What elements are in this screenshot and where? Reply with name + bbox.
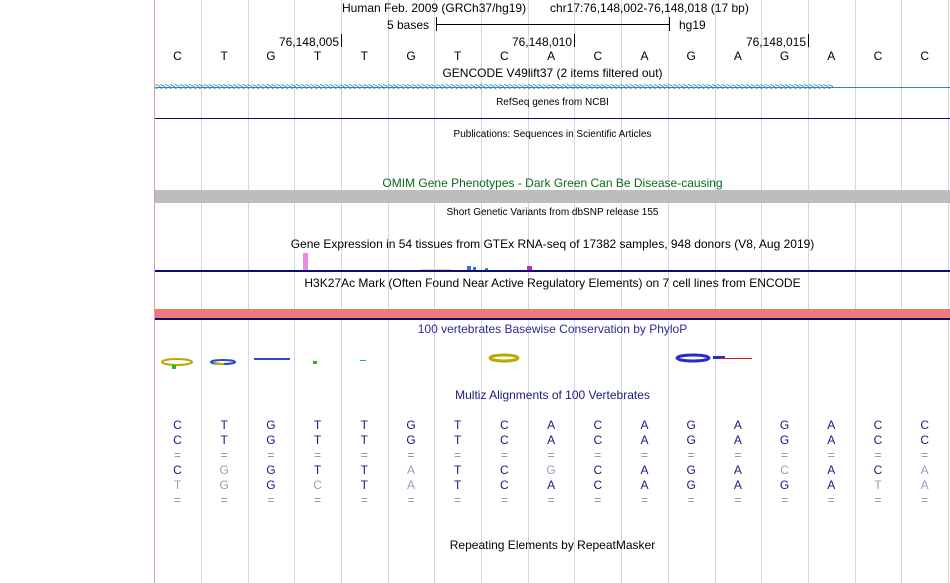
alignment-base: = xyxy=(921,493,929,507)
alignment-base: = xyxy=(547,448,555,462)
alignment-base: T xyxy=(313,433,322,447)
alignment-base: C xyxy=(920,433,930,447)
alignment-base: T xyxy=(173,478,182,492)
alignment-base: = xyxy=(173,493,181,507)
scale-text: 5 bases xyxy=(387,18,430,32)
alignment-base: = xyxy=(267,493,275,507)
ruler-tick-mark xyxy=(341,34,342,47)
alignment-base: A xyxy=(640,433,649,447)
alignment-base: = xyxy=(827,493,835,507)
alignment-base: C xyxy=(920,418,930,432)
alignment-base: = xyxy=(220,493,228,507)
alignment-base: = xyxy=(874,493,882,507)
alignment-base: C xyxy=(873,418,883,432)
gencode-title: GENCODE V49lift37 (2 items filtered out) xyxy=(442,66,663,80)
scale-bar-right xyxy=(669,17,670,31)
alignment-base: T xyxy=(874,478,882,492)
alignment-base: = xyxy=(314,493,322,507)
alignment-base: G xyxy=(686,433,696,447)
alignment-base: T xyxy=(360,478,368,492)
alignment-base: A xyxy=(640,418,649,432)
alignment-base: = xyxy=(360,448,368,462)
gencode-gene-line xyxy=(155,87,950,88)
alignment-base: G xyxy=(686,418,696,432)
reference-base: C xyxy=(920,49,930,63)
alignment-base: C xyxy=(173,418,182,432)
alignment-base: = xyxy=(781,448,789,462)
reference-base: A xyxy=(547,49,556,63)
reference-base: G xyxy=(686,49,696,63)
ruler-tick-label: 76,148,015 xyxy=(745,35,806,49)
alignment-base: A xyxy=(547,418,556,432)
alignment-base: A xyxy=(733,463,742,477)
alignment-base: T xyxy=(454,418,462,432)
alignment-base: C xyxy=(500,418,509,432)
alignment-base: = xyxy=(454,493,462,507)
omim-feature-bar[interactable] xyxy=(155,190,950,203)
alignment-base: = xyxy=(921,448,929,462)
position-text: chr17:76,148,002-76,148,018 (17 bp) xyxy=(550,1,749,15)
alignment-base: C xyxy=(173,433,182,447)
alignment-base: G xyxy=(266,433,276,447)
alignment-base: T xyxy=(360,463,368,477)
alignment-base: C xyxy=(873,463,883,477)
alignment-base: T xyxy=(454,478,462,492)
alignment-base: C xyxy=(593,478,603,492)
alignment-base: G xyxy=(219,478,229,492)
phylop-signal[interactable] xyxy=(155,345,950,375)
gtex-title: Gene Expression in 54 tissues from GTEx RNA-seq of 17382 samples, 948 donors (V8, Aug 2019) xyxy=(290,237,815,251)
alignment-base: G xyxy=(266,463,276,477)
ruler-tick-mark xyxy=(808,34,809,47)
assembly-text: Human Feb. 2009 (GRCh37/hg19) xyxy=(342,1,527,15)
alignment-base: G xyxy=(266,418,276,432)
alignment-base: = xyxy=(407,493,415,507)
gtex-bar-tall xyxy=(303,253,308,270)
alignment-base: T xyxy=(313,418,322,432)
alignment-base: = xyxy=(314,448,322,462)
alignment-base: G xyxy=(779,478,790,492)
reference-base: C xyxy=(500,49,509,63)
alignment-base: A xyxy=(827,478,836,492)
alignment-base: C xyxy=(873,433,883,447)
alignment-base: = xyxy=(173,448,181,462)
reference-base: T xyxy=(360,49,368,63)
reference-base: T xyxy=(454,49,462,63)
alignment-base: G xyxy=(779,418,790,432)
alignment-base: C xyxy=(500,463,509,477)
alignment-base: C xyxy=(173,463,182,477)
h3k27ac-title: H3K27Ac Mark (Often Found Near Active Regulatory Elements) on 7 cell lines from ENCODE xyxy=(304,276,801,290)
alignment-base: T xyxy=(220,418,228,432)
reference-base: G xyxy=(266,49,276,63)
alignment-base: = xyxy=(500,493,508,507)
reference-base: G xyxy=(779,49,790,63)
reference-base: A xyxy=(827,49,836,63)
alignment-base: A xyxy=(406,478,415,492)
ruler-tick-label: 76,148,010 xyxy=(511,35,572,49)
alignment-base: T xyxy=(360,433,368,447)
reference-base: A xyxy=(733,49,742,63)
alignment-base: A xyxy=(733,418,742,432)
alignment-base: = xyxy=(734,493,742,507)
alignment-base: C xyxy=(593,463,603,477)
reference-base: C xyxy=(593,49,603,63)
gtex-expression-bars[interactable] xyxy=(155,250,950,272)
alignment-base: T xyxy=(313,463,322,477)
h3k27ac-signal-bar[interactable] xyxy=(155,309,950,318)
alignment-base: = xyxy=(640,448,648,462)
refseq-title: RefSeq genes from NCBI xyxy=(496,97,609,108)
phylop-title: 100 vertebrates Basewise Conservation by PhyloP xyxy=(417,322,688,336)
alignment-base: C xyxy=(500,433,509,447)
alignment-base: A xyxy=(827,433,836,447)
alignment-base: = xyxy=(594,448,602,462)
alignment-base: = xyxy=(640,493,648,507)
ruler-tick-label: 76,148,005 xyxy=(278,35,339,49)
alignment-base: A xyxy=(406,463,415,477)
alignment-base: A xyxy=(920,463,929,477)
alignment-base: G xyxy=(406,418,416,432)
ruler-tick-mark xyxy=(574,34,575,47)
publications-title: Publications: Sequences in Scientific Articles xyxy=(453,129,652,140)
alignment-base: G xyxy=(686,478,696,492)
alignment-base: = xyxy=(687,493,695,507)
alignment-base: A xyxy=(640,478,649,492)
reference-base: G xyxy=(406,49,416,63)
scale-bar xyxy=(436,24,669,25)
multiz-title: Multiz Alignments of 100 Vertebrates xyxy=(455,388,650,402)
h3k27ac-baseline xyxy=(155,318,950,320)
alignment-base: = xyxy=(500,448,508,462)
gencode-gene-feature[interactable] xyxy=(155,81,950,95)
alignment-base: = xyxy=(687,448,695,462)
alignment-base: = xyxy=(267,448,275,462)
alignment-base: A xyxy=(640,463,649,477)
alignment-base: G xyxy=(686,463,696,477)
reference-base: A xyxy=(640,49,649,63)
alignment-base: = xyxy=(454,448,462,462)
alignment-base: = xyxy=(874,448,882,462)
alignment-base: A xyxy=(733,433,742,447)
alignment-base: = xyxy=(734,448,742,462)
alignment-base: C xyxy=(593,418,603,432)
alignment-base: = xyxy=(360,493,368,507)
alignment-base: T xyxy=(454,463,462,477)
alignment-base: C xyxy=(313,478,322,492)
gtex-baseline xyxy=(155,270,950,272)
alignment-base: = xyxy=(220,448,228,462)
alignment-base: = xyxy=(594,493,602,507)
alignment-base: A xyxy=(827,418,836,432)
alignment-base: A xyxy=(547,478,556,492)
alignment-base: G xyxy=(266,478,276,492)
reference-base: C xyxy=(873,49,883,63)
omim-title: OMIM Gene Phenotypes - Dark Green Can Be Disease-causing xyxy=(382,176,723,190)
dbsnp-title: Short Genetic Variants from dbSNP release 155 xyxy=(446,207,659,218)
alignment-base: A xyxy=(547,433,556,447)
reference-base: T xyxy=(313,49,322,63)
refseq-gene-line[interactable] xyxy=(155,118,950,119)
alignment-base: T xyxy=(454,433,462,447)
alignment-base: T xyxy=(220,433,228,447)
reference-base: T xyxy=(220,49,228,63)
alignment-base: G xyxy=(406,433,416,447)
alignment-base: G xyxy=(779,433,790,447)
alignment-base: = xyxy=(407,448,415,462)
alignment-base: G xyxy=(219,463,229,477)
scale-db-text: hg19 xyxy=(679,18,706,32)
alignment-base: A xyxy=(733,478,742,492)
alignment-base: = xyxy=(781,493,789,507)
alignment-base: A xyxy=(920,478,929,492)
alignment-base: C xyxy=(500,478,509,492)
alignment-base: C xyxy=(780,463,789,477)
alignment-base: T xyxy=(360,418,368,432)
reference-base: C xyxy=(173,49,182,63)
alignment-base: G xyxy=(546,463,556,477)
alignment-base: = xyxy=(827,448,835,462)
track-image[interactable] xyxy=(155,0,950,583)
alignment-base: C xyxy=(593,433,603,447)
alignment-base: = xyxy=(547,493,555,507)
alignment-base: A xyxy=(827,463,836,477)
repeatmasker-title: Repeating Elements by RepeatMasker xyxy=(449,538,656,552)
track-label-column xyxy=(0,0,155,583)
